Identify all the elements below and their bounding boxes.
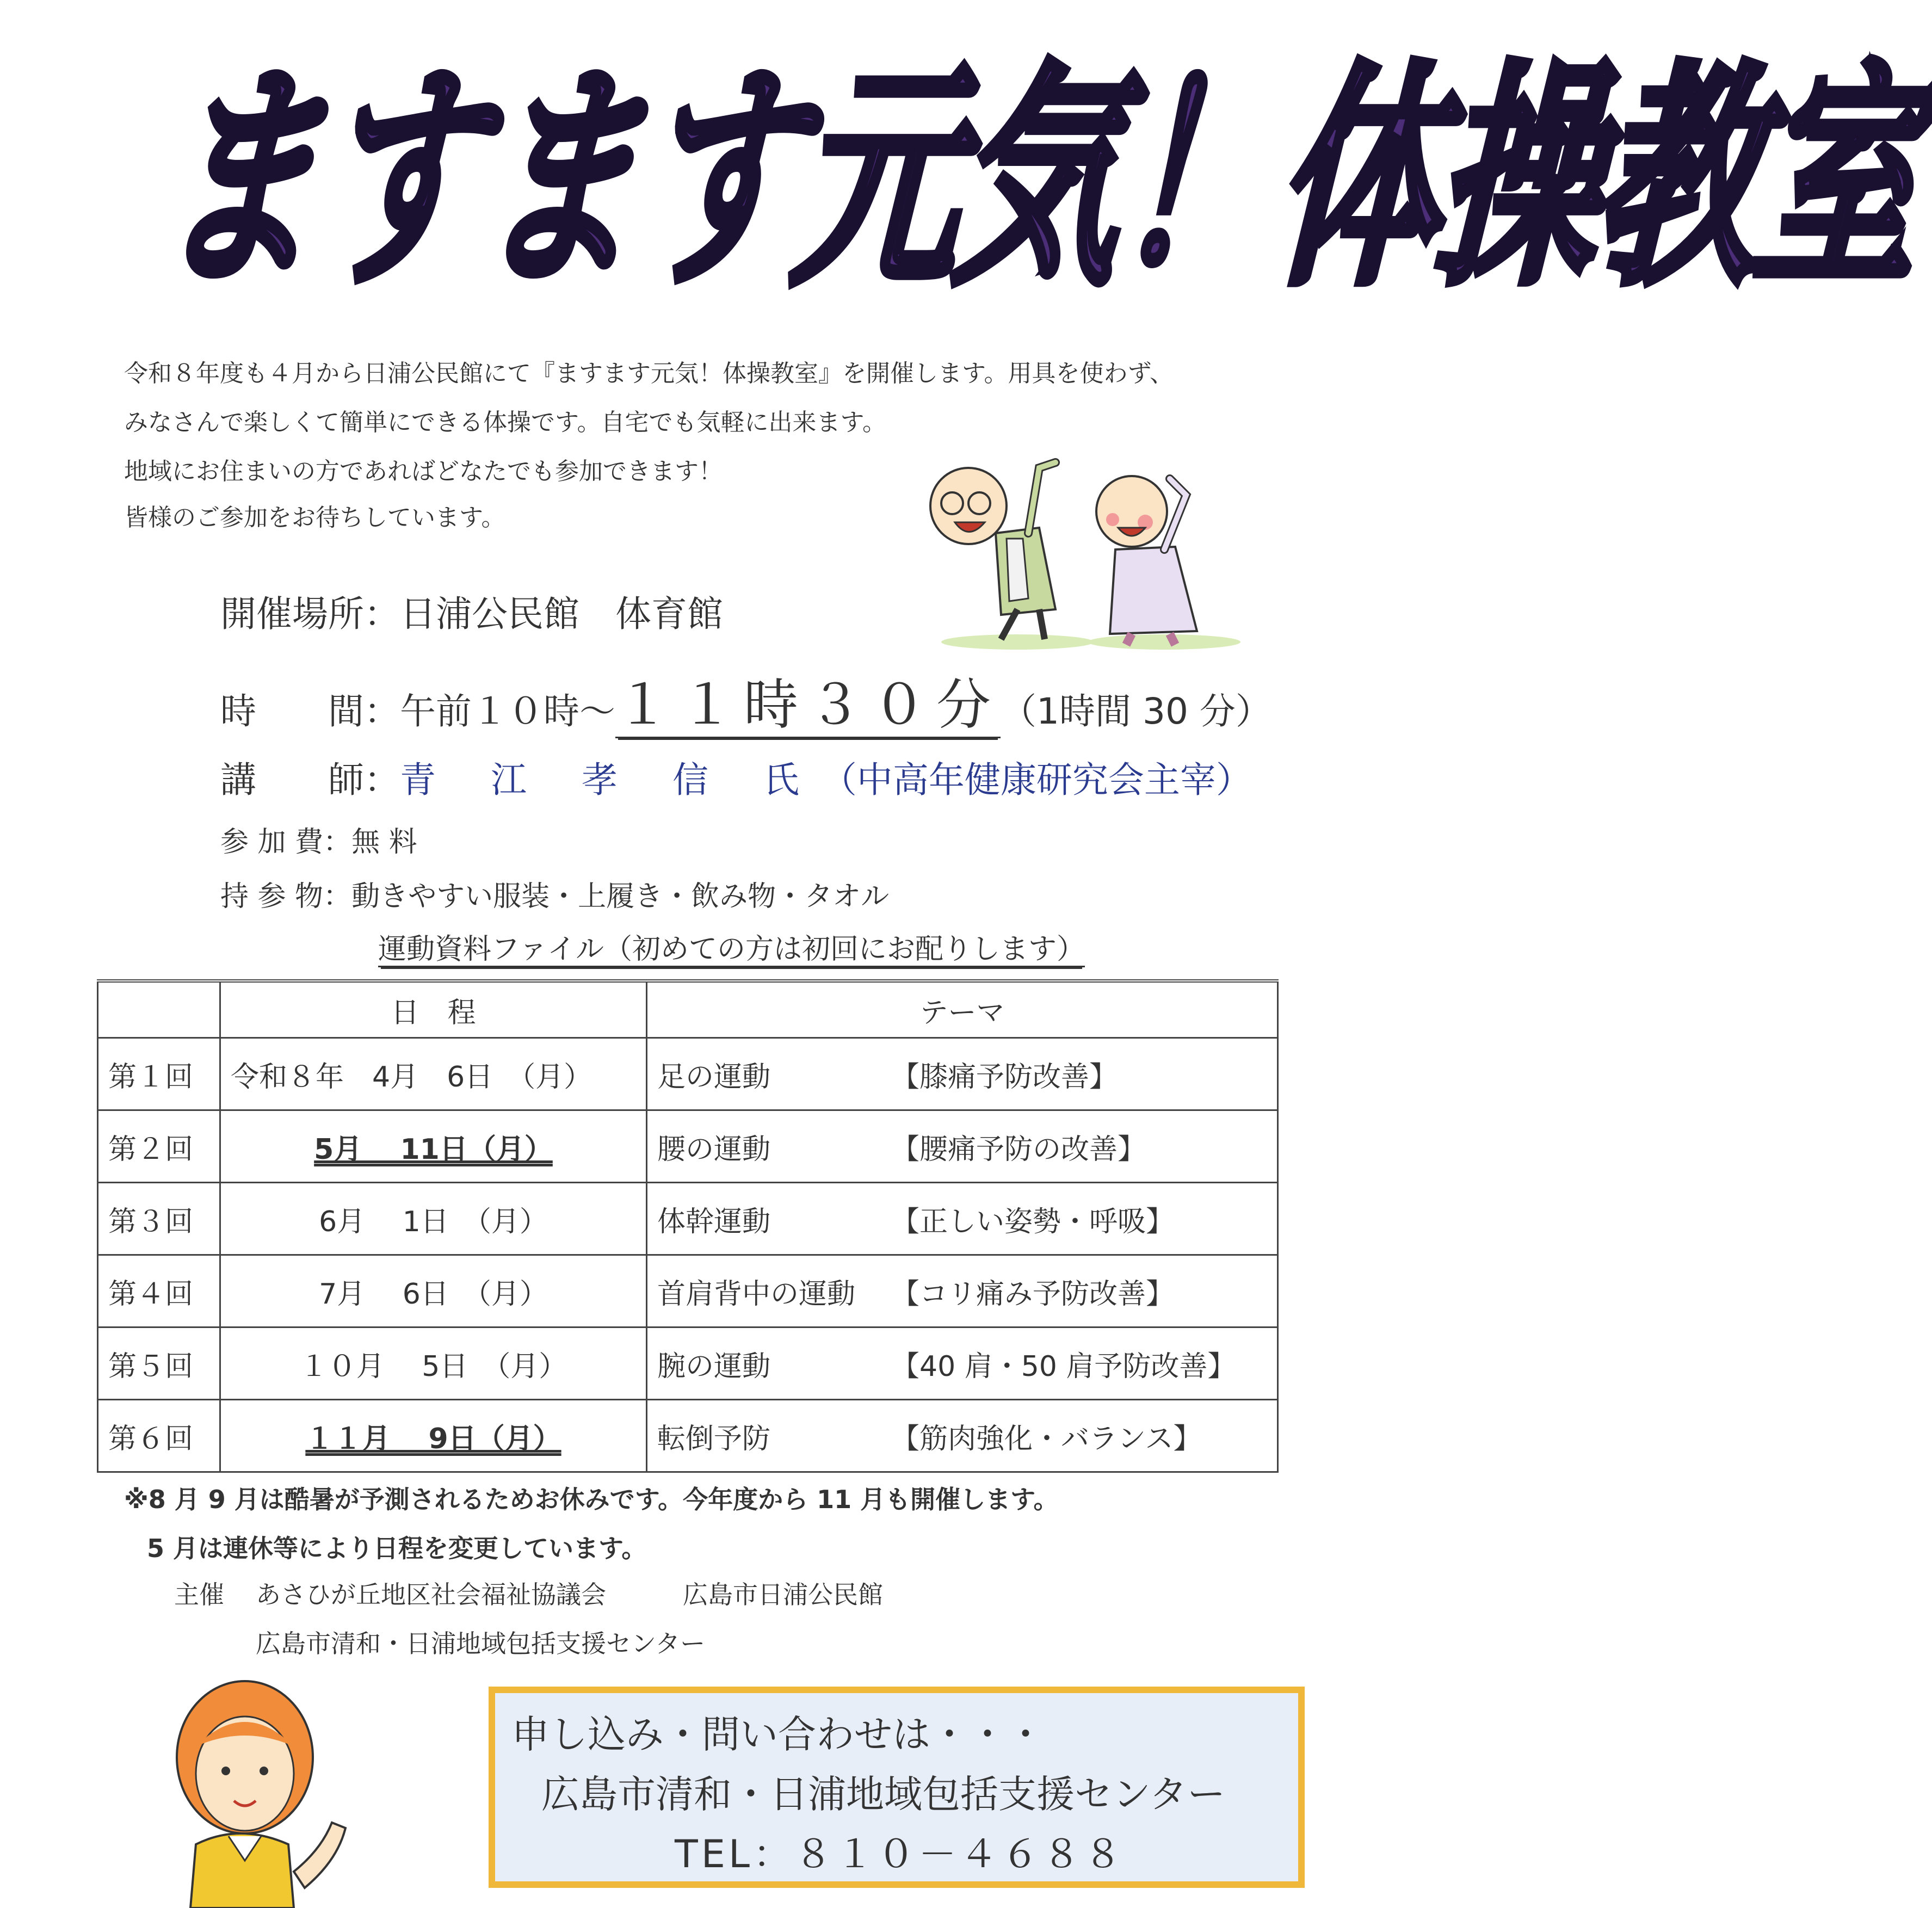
items-row-2 [378,926,1085,967]
session-detail: 【筋肉強化・バランス】 [891,1422,1202,1455]
time-end: １１時３０分 [615,673,1001,738]
venue-label: 開催場所： [220,593,400,635]
session-theme: 腰の運動 [657,1133,771,1166]
session-detail: 【コリ痛み予防改善】 [891,1277,1175,1311]
session-date: 6月 1日 （月） [220,1183,647,1255]
table-row [98,1400,1278,1472]
items-row [220,873,889,914]
time-label: 時 間： [220,690,400,732]
fee-row [220,819,417,860]
session-number: 第１回 [98,1038,220,1110]
session-detail: 【膝痛予防改善】 [891,1060,1118,1094]
instructor-label: 講 師： [220,759,400,801]
session-date: 7月 6日 （月） [220,1255,647,1327]
table-row [98,1327,1278,1400]
session-theme: 転倒予防 [657,1422,771,1455]
items-value-2: 運動資料ファイル（初めての方は初回にお配りします） [378,933,1085,967]
session-date: 5月 11日（月） [314,1133,553,1166]
session-detail: 【正しい姿勢・呼吸】 [891,1205,1175,1238]
table-header-theme: テーマ [647,981,1278,1038]
session-theme-cell [647,1327,1278,1400]
fee-label: 参 加 費： [220,826,352,859]
note-line-1: ※8 月 9 月は酷暑が予測されるためお休みです。今年度から 11 月も開催します。 [124,1485,1059,1514]
table-row [98,1255,1278,1327]
table-header-row [98,981,1278,1038]
table-header-number [98,981,220,1038]
table-row [98,1110,1278,1183]
items-label: 持 参 物： [220,880,352,913]
contact-heading: 申し込み・問い合わせは・・・ [511,1712,1045,1757]
session-number: 第２回 [98,1110,220,1183]
session-theme-cell [647,1255,1278,1327]
contact-phone: TEL：８１０－４６８８ [675,1832,1125,1876]
fee-value: 無 料 [351,826,417,859]
session-theme-cell [647,1110,1278,1183]
intro-line-4: 皆様のご参加をお待ちしています。 [124,504,505,532]
session-date-cell [220,1110,647,1183]
instructor-name: 青 江 孝 信 氏 [400,759,821,801]
session-number: 第３回 [98,1183,220,1255]
contact-box [489,1687,1305,1888]
session-detail: 【40 肩・50 肩予防改善】 [891,1350,1236,1383]
venue-value: 日浦公民館 体育館 [400,593,723,635]
session-theme-cell [647,1183,1278,1255]
session-number: 第６回 [98,1400,220,1472]
organizer-1: あさひが丘地区社会福祉協議会 [256,1580,606,1609]
table-row [98,1183,1278,1255]
session-theme-cell [647,1038,1278,1110]
session-theme: 首肩背中の運動 [657,1277,856,1311]
session-theme: 腕の運動 [657,1350,771,1383]
time-row [220,661,1271,739]
organizer-3: 広島市清和・日浦地域包括支援センター [256,1629,706,1658]
session-theme: 体幹運動 [657,1205,771,1238]
intro-line-3: 地域にお住まいの方であればどなたでも参加できます！ [124,458,723,485]
table-header-date: 日 程 [220,981,647,1038]
table-row [98,1038,1278,1110]
instructor-affiliation: （中高年健康研究会主宰） [820,759,1252,801]
items-value: 動きやすい服装・上履き・飲み物・タオル [351,880,890,913]
session-number: 第４回 [98,1255,220,1327]
time-start: 午前１０時～ [400,690,615,732]
contact-organization: 広島市清和・日浦地域包括支援センター [541,1772,1226,1817]
session-theme-cell [647,1400,1278,1472]
session-date: １０月 5日 （月） [220,1327,647,1400]
intro-line-1: 令和８年度も４月から日浦公民館にて『ますます元気！体操教室』を開催します。用具を使わず、 [124,360,1174,387]
girl-guide-illustration [158,1665,375,1908]
schedule-table [97,979,1279,1473]
elderly-couple-exercising-illustration [892,446,1273,653]
session-theme: 足の運動 [657,1060,771,1094]
instructor-row [220,751,1252,802]
organizer-label: 主催 [174,1580,224,1609]
page-title: ますます元気！体操教室 [147,41,1928,317]
venue-row [220,585,723,637]
session-date: 令和８年 4月 6日 （月） [220,1038,647,1110]
organizer-2: 広島市日浦公民館 [683,1580,883,1609]
time-duration: （1時間 30 分） [1001,690,1271,732]
note-line-2: 5 月は連休等により日程を変更しています。 [147,1534,647,1563]
session-detail: 【腰痛予防の改善】 [891,1133,1146,1166]
session-number: 第５回 [98,1327,220,1400]
intro-line-2: みなさんで楽しくて簡単にできる体操です。自宅でも気軽に出来ます。 [124,409,886,436]
session-date: １１月 9日（月） [305,1422,561,1455]
session-date-cell [220,1400,647,1472]
